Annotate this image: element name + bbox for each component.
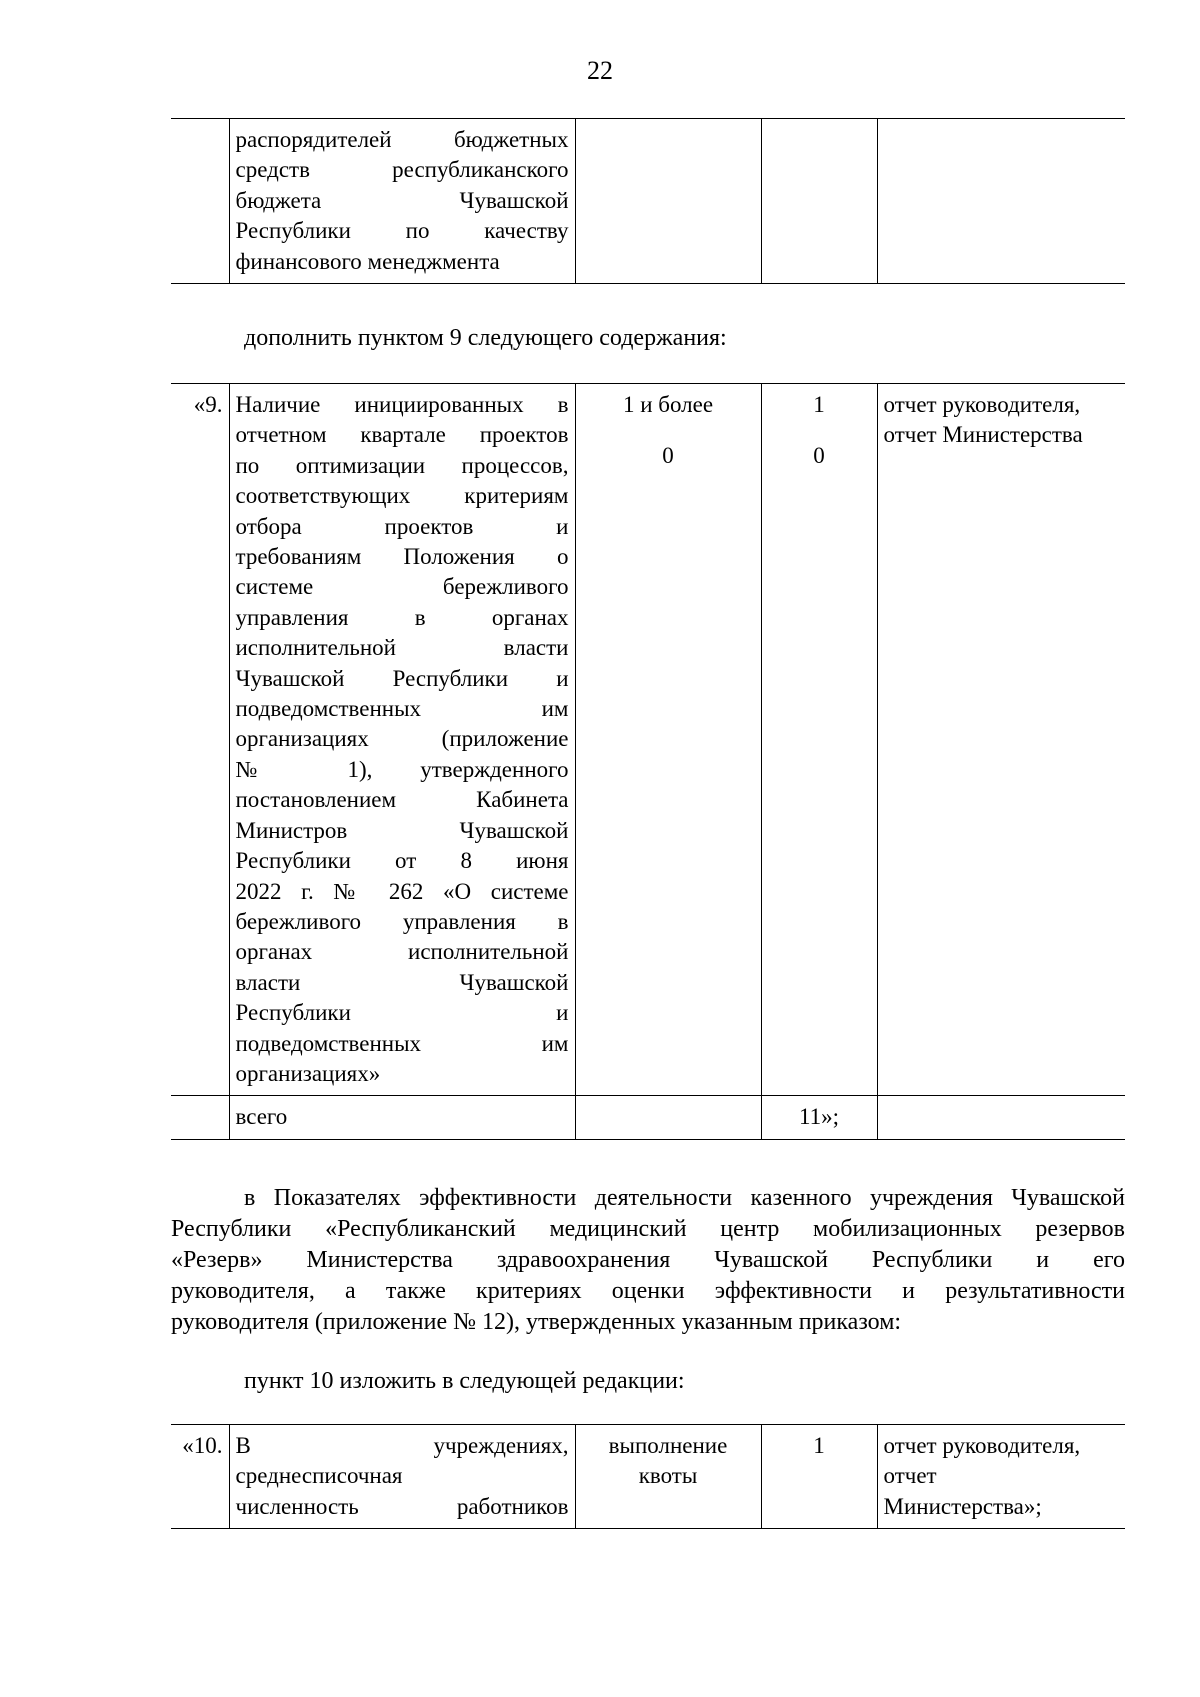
- text-line: Республики и: [235, 1000, 569, 1026]
- source-line: отчет руководителя,: [883, 392, 1081, 417]
- cell-source: [877, 1425, 1125, 1529]
- table-row: [171, 384, 1125, 1096]
- text-line: среднесписочная: [235, 1463, 403, 1489]
- text-line: соответствующих критериям: [235, 483, 569, 509]
- source-line: Министерства»;: [883, 1493, 1042, 1519]
- text-line: органах исполнительной: [235, 939, 569, 965]
- table-row: [171, 119, 1125, 284]
- cell-number: [171, 119, 229, 284]
- cell-number: [171, 1096, 229, 1139]
- source-line: отчет руководителя,: [883, 1433, 1081, 1458]
- source-line: отчет Министерства: [883, 422, 1083, 448]
- text-line: подведомственных им: [235, 696, 569, 722]
- text-line: численность работников: [235, 1493, 569, 1519]
- cell-total-label: всего: [229, 1096, 575, 1139]
- cell-criterion: [229, 384, 575, 1096]
- paragraph-item-10: пункт 10 изложить в следующей редакции:: [244, 1368, 685, 1394]
- text-line: 2022 г. № 262 «О системе: [235, 878, 569, 904]
- cell-value: [575, 119, 761, 284]
- text-line: в Показателях эффективности деятельности казенного учреждения Чувашской: [244, 1185, 1125, 1211]
- text-line: отбора проектов и: [235, 513, 569, 539]
- text-line: по оптимизации процессов,: [235, 452, 569, 478]
- text-line: постановлением Кабинета: [235, 787, 569, 813]
- cell-source: [877, 1096, 1125, 1139]
- paragraph-indicators: [171, 1183, 1125, 1338]
- text-line: Министров Чувашской: [235, 817, 569, 843]
- cell-total-value: 11»;: [761, 1096, 877, 1139]
- text-line: организациях (приложение: [235, 726, 569, 752]
- text-line: средств республиканского: [235, 157, 569, 183]
- text-line: финансового менеджмента: [235, 248, 500, 274]
- text-line: руководителя (приложение № 12), утвержденных указанным приказом:: [171, 1309, 902, 1335]
- cell-source: [877, 384, 1125, 1096]
- source-line: отчет: [883, 1463, 937, 1489]
- cell-value: [575, 1425, 761, 1529]
- value-line: выполнение: [608, 1433, 728, 1458]
- text-line: Республики от 8 июня: [235, 848, 569, 874]
- text-line: управления в органах: [235, 604, 569, 630]
- table-continuation: [171, 118, 1125, 284]
- text-line: отчетном квартале проектов: [235, 422, 569, 448]
- text-line: подведомственных им: [235, 1030, 569, 1056]
- cell-criterion: [229, 1425, 575, 1529]
- text-line: Наличие инициированных в: [235, 392, 569, 417]
- text-line: Чувашской Республики и: [235, 665, 569, 691]
- score-line: 1: [813, 392, 825, 417]
- text-line: требованиям Положения о: [235, 544, 569, 570]
- text-line: бережливого управления в: [235, 908, 569, 934]
- cell-number: «10.: [171, 1425, 229, 1529]
- score-line: 0: [813, 443, 825, 469]
- table-row: [171, 1425, 1125, 1529]
- value-line: 1 и более: [622, 392, 714, 417]
- text-line: организациях»: [235, 1060, 381, 1086]
- table-item-10: [171, 1424, 1125, 1529]
- page-number: 22: [587, 56, 613, 85]
- value-line: квоты: [638, 1463, 698, 1489]
- cell-source: [877, 119, 1125, 284]
- cell-criterion: [229, 119, 575, 284]
- text-line: исполнительной власти: [235, 635, 569, 661]
- cell-score: 1: [761, 1425, 877, 1529]
- cell-score: [761, 384, 877, 1096]
- text-line: бюджета Чувашской: [235, 187, 569, 213]
- text-line: распорядителей бюджетных: [235, 127, 569, 152]
- text-line: № 1), утвержденного: [235, 756, 569, 782]
- text-line: «Резерв» Министерства здравоохранения Чувашской Республики и его: [171, 1247, 1125, 1273]
- text-line: власти Чувашской: [235, 969, 569, 995]
- paragraph-add-item-9: дополнить пунктом 9 следующего содержания:: [244, 325, 727, 351]
- text-line: Республики по качеству: [235, 218, 569, 244]
- cell-number: «9.: [171, 384, 229, 1096]
- table-row-total: [171, 1096, 1125, 1139]
- text-line: В учреждениях,: [235, 1433, 569, 1458]
- cell-score: [761, 119, 877, 284]
- value-line: 0: [662, 443, 674, 469]
- table-item-9: [171, 383, 1125, 1140]
- text-line: системе бережливого: [235, 574, 569, 600]
- cell-value: [575, 1096, 761, 1139]
- cell-value: [575, 384, 761, 1096]
- text-line: руководителя, а также критериях оценки эффективности и результативности: [171, 1278, 1125, 1304]
- text-line: Республики «Республиканский медицинский центр мобилизационных резервов: [171, 1216, 1125, 1242]
